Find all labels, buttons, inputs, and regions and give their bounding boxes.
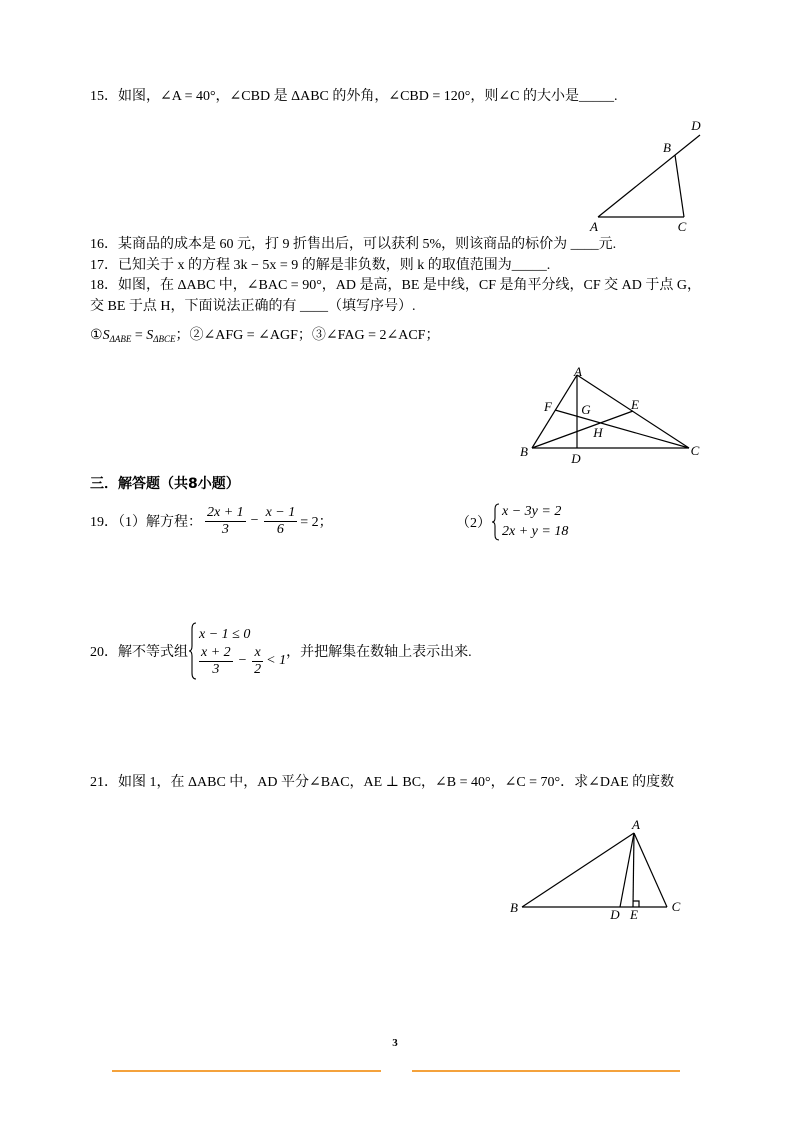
system-equation-2: 2x + y = 18: [502, 524, 569, 539]
inequality-fraction-1-denominator: 3: [199, 661, 233, 678]
fraction-1-numerator: 2x + 1: [207, 504, 244, 520]
question-15: 15．如图，∠A = 40°，∠CBD 是 ΔABC 的外角，∠CBD = 120°，则∠C 的大小是_____.: [90, 89, 618, 104]
point-label-H: H: [593, 425, 603, 440]
question-19-part-2: [456, 502, 568, 542]
point-label-C: C: [690, 443, 700, 458]
question-16: 16．某商品的成本是 60 元，打 9 折售出后，可以获利 5%，则该商品的标价为 ____元.: [90, 237, 617, 252]
point-label-B: B: [520, 444, 528, 459]
fraction-2: [264, 505, 298, 538]
minus-sign: −: [237, 653, 248, 668]
left-brace-icon: [188, 622, 197, 680]
figure-q18-right-triangle: [510, 360, 710, 470]
segment-CF-bisector: [555, 410, 689, 448]
point-label-E: E: [630, 907, 638, 922]
question-20-tail: ，并把解集在数轴上表示出来.: [286, 645, 472, 660]
point-label-E: E: [631, 397, 639, 412]
segment-AC: [634, 833, 667, 907]
point-label-F: F: [544, 399, 552, 414]
point-label-B: B: [510, 900, 518, 915]
question-17: 17．已知关于 x 的方程 3k − 5x = 9 的解是非负数，则 k 的取值范围为_____.: [90, 258, 551, 273]
statement-1-end: ；: [175, 328, 190, 343]
point-label-A: A: [574, 364, 582, 379]
inequality-fraction-1-numerator: x + 2: [201, 644, 231, 660]
area-subscript-lhs: ΔABE: [109, 334, 132, 344]
segment-AB: [532, 375, 577, 448]
inequality-fraction-2-numerator: x: [254, 644, 261, 660]
part-2-label: （2）: [456, 516, 491, 531]
footer-rule-left: [112, 1070, 381, 1072]
footer-rule-right: [412, 1070, 680, 1072]
inequality-relation: < 1: [266, 653, 287, 668]
inequality-fraction-2-denominator: 2: [254, 661, 262, 677]
point-label-D: D: [571, 451, 581, 466]
point-label-D: D: [691, 118, 701, 133]
question-20: [90, 622, 472, 680]
minus-sign: −: [250, 513, 259, 528]
area-symbol-lhs: S: [102, 328, 110, 343]
point-label-A: A: [590, 219, 598, 234]
area-subscript-rhs: ΔBCE: [153, 334, 176, 344]
question-18-statements: [90, 326, 439, 346]
system-equation-1: x − 3y = 2: [502, 504, 562, 519]
inequality-system: [199, 625, 286, 678]
point-label-C: C: [677, 219, 687, 234]
section-heading: 三．解答题（共8小题）: [90, 476, 240, 492]
statement-3: ③∠FAG = 2∠ACF；: [311, 328, 440, 343]
segment-AB: [522, 833, 634, 907]
question-18-line-2: 交 BE 于点 H，下面说法正确的有 ____（填写序号）.: [90, 299, 416, 314]
question-19-part-1: [90, 503, 333, 539]
page-number: 3: [392, 1037, 398, 1049]
point-label-G: G: [581, 402, 591, 417]
point-label-B: B: [663, 140, 671, 155]
segment-AE-altitude: [633, 833, 634, 907]
question-21: 21．如图 1，在 ΔABC 中，AD 平分∠BAC，AE ⊥ BC，∠B = 40°，∠C = 70°．求∠DAE 的度数: [90, 775, 675, 790]
inequality-1: x − 1 ≤ 0: [199, 626, 251, 642]
point-label-D: D: [610, 907, 620, 922]
segment-AD: [598, 135, 700, 217]
statement-1-mark: ①: [90, 328, 103, 343]
area-symbol-rhs: S: [146, 328, 154, 343]
segment-AD-bisector: [620, 833, 634, 907]
fraction-1: [205, 505, 246, 538]
inequality-2: [199, 645, 286, 678]
question-19-lead: 19．（1）解方程：: [90, 515, 202, 530]
fraction-1-denominator: 3: [205, 521, 246, 538]
equation-tail: = 2；: [300, 515, 333, 530]
question-20-lead: 20．解不等式组: [90, 645, 188, 660]
question-18-line-1: 18．如图，在 ΔABC 中，∠BAC = 90°，AD 是高，BE 是中线，CF 是角平分线，CF 交 AD 于点 G，: [90, 278, 701, 293]
equation-system: [502, 502, 568, 542]
fraction-2-numerator: x − 1: [265, 504, 296, 520]
figure-q21-triangle: [500, 812, 695, 927]
fraction-2-denominator: 6: [264, 521, 298, 538]
point-label-A: A: [632, 817, 640, 832]
segment-BC: [675, 155, 684, 217]
figure-q15-triangle: [580, 110, 710, 240]
inequality-fraction-1: [199, 645, 233, 678]
left-brace-icon: [491, 503, 500, 541]
inequality-fraction-2: [252, 645, 263, 678]
statement-2: ②∠AFG = ∠AGF；: [189, 328, 312, 343]
equals-sign: =: [131, 328, 147, 343]
point-label-C: C: [671, 899, 681, 914]
